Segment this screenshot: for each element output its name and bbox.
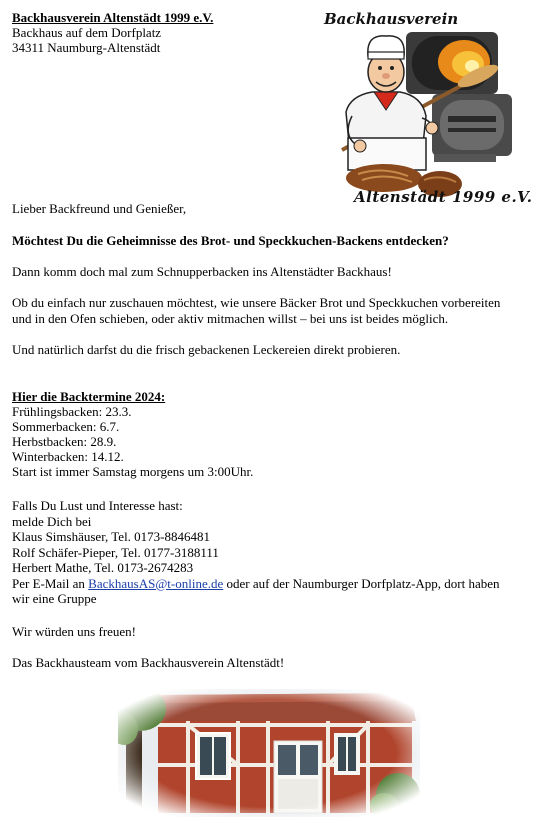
watch-line-1: Ob du einfach nur zuschauen möchtest, wie unsere Bäcker Brot und Speckkuchen vorbereiten: [12, 295, 501, 310]
date-spring: Frühlingsbacken: 23.3.: [12, 404, 132, 419]
contact-klaus: Klaus Simshäuser, Tel. 0173-8846481: [12, 529, 211, 544]
logo-bottom-text: Altenstädt 1999 e.V.: [354, 188, 533, 206]
email-suffix: oder auf der Naumburger Dorfplatz-App, dort haben: [223, 575, 500, 591]
email-line-2: wir eine Gruppe: [12, 591, 97, 606]
contact-herbert: Herbert Mathe, Tel. 0173-2674283: [12, 560, 194, 575]
dates-heading: Hier die Backtermine 2024:: [12, 389, 166, 404]
taste-text: Und natürlich darfst du die frisch gebackenen Leckereien direkt probieren.: [12, 342, 401, 357]
email-prefix: Per E-Mail an: [12, 575, 89, 591]
baker-oven-illustration: [322, 26, 532, 206]
looking-forward: Wir würden uns freuen!: [12, 624, 137, 639]
contact-intro-1: Falls Du Lust und Interesse hast:: [12, 498, 183, 513]
start-time: Start ist immer Samstag morgens um 3:00Uhr.: [12, 464, 254, 479]
watch-paragraph: [12, 295, 532, 327]
question-heading: Möchtest Du die Geheimnisse des Brot- und Speckkuchen-Backens entdecken?: [12, 233, 449, 248]
address-line-2: 34311 Naumburg-Altenstädt: [12, 40, 161, 55]
date-summer: Sommerbacken: 6.7.: [12, 419, 120, 434]
address-line-1: Backhaus auf dem Dorfplatz: [12, 25, 162, 40]
logo-top-text: Backhausverein: [324, 10, 459, 28]
backhausverein-logo: [322, 8, 532, 208]
dates-block: [12, 389, 532, 479]
greeting: Lieber Backfreund und Genießer,: [12, 201, 187, 216]
signoff: Das Backhausteam vom Backhausverein Altenstädt!: [12, 655, 285, 670]
invite-text: Dann komm doch mal zum Schnupperbacken ins Altenstädter Backhaus!: [12, 264, 392, 279]
date-winter: Winterbacken: 14.12.: [12, 449, 124, 464]
email-link[interactable]: BackhausAS@t-online.de: [88, 575, 224, 591]
half-timbered-house-image: [118, 689, 420, 817]
email-line: [12, 576, 532, 592]
contact-rolf: Rolf Schäfer-Pieper, Tel. 0177-3188111: [12, 544, 219, 560]
bakehouse-photo: [118, 689, 420, 817]
org-name: Backhausverein Altenstädt 1999 e.V.: [12, 10, 214, 25]
contact-intro-2: melde Dich bei: [12, 513, 92, 529]
date-autumn: Herbstbacken: 28.9.: [12, 434, 117, 449]
watch-line-2: und in den Ofen schieben, oder aktiv mitmachen willst – bei uns ist beides möglich.: [12, 311, 449, 326]
contact-block: [12, 498, 532, 607]
